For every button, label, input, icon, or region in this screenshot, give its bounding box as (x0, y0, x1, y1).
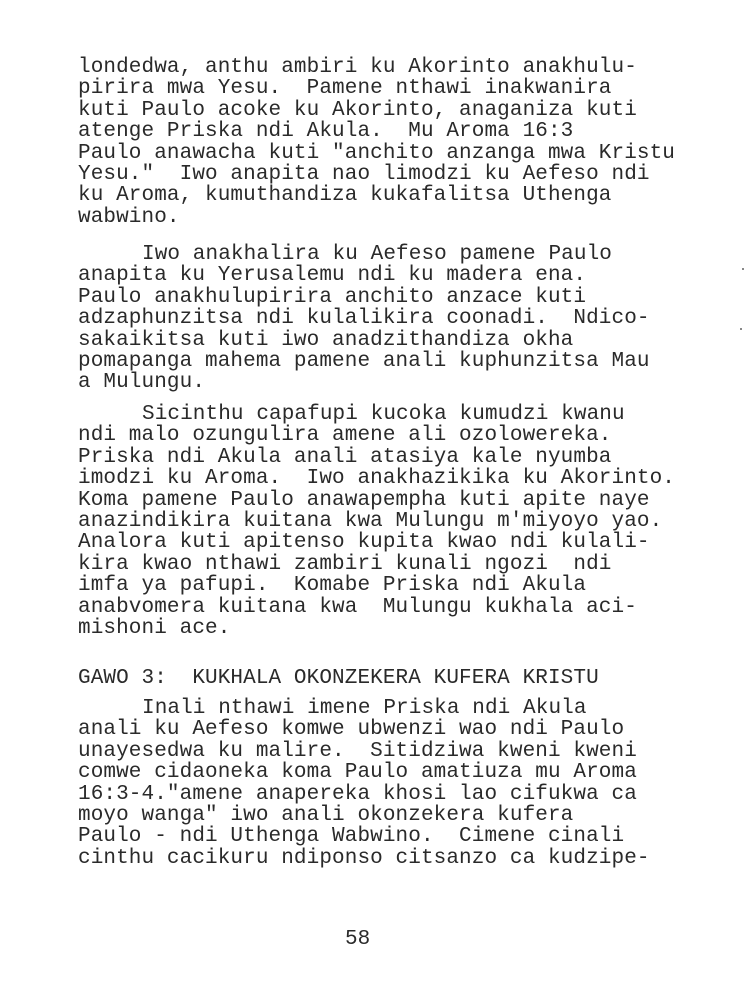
scan-speck (742, 268, 744, 270)
section-heading-text: GAWO 3: KUKHALA OKONZEKERA KUFERA KRISTU (78, 667, 599, 690)
text-line: comwe cidaoneka koma Paulo amatiuza mu Aroma (78, 761, 637, 785)
text-line: imfa ya pafupi. Komabe Priska ndi Akula (78, 574, 587, 598)
text-line: 16:3-4."amene anapereka khosi lao cifukwa ca (78, 782, 637, 806)
text-line: unayesedwa ku malire. Sitidziwa kweni kweni (78, 739, 637, 763)
text-line: anazindikira kuitana kwa Mulungu m'miyoyo yao. (78, 509, 663, 533)
text-line: cinthu cacikuru ndiponso citsanzo ca kudzipe- (78, 846, 650, 870)
text-line: adzaphunzitsa ndi kulalikira coonadi. Ndico- (78, 307, 650, 331)
text-line: Priska ndi Akula anali atasiya kale nyumba (78, 445, 612, 469)
text-line: londedwa, anthu ambiri ku Akorinto anakhulu- (78, 56, 637, 79)
text-line: anapita ku Yerusalemu ndi ku madera ena. (78, 264, 587, 288)
paragraph-1 (78, 57, 675, 228)
section-heading (78, 668, 599, 689)
text-line: mishoni ace. (78, 616, 231, 640)
text-line: Yesu." Iwo anapita nao limodzi ku Aefeso ndi (78, 162, 650, 186)
text-line: ndi malo ozungulira amene ali ozolowereka. (78, 424, 612, 448)
paragraph-3 (78, 404, 675, 639)
text-line: atenge Priska ndi Akula. Mu Aroma 16:3 (78, 120, 574, 144)
text-line: Paulo anakhulupirira anchito anzace kuti (78, 285, 587, 309)
text-line: Paulo anawacha kuti "anchito anzanga mwa Kristu (78, 141, 675, 165)
text-line: pirira mwa Yesu. Pamene nthawi inakwanira (78, 77, 612, 101)
paragraph-4 (78, 698, 650, 869)
text-line: anali ku Aefeso komwe ubwenzi wao ndi Paulo (78, 718, 625, 742)
text-line: sakaikitsa kuti iwo anadzithandiza okha (78, 328, 574, 352)
text-line: imodzi ku Aroma. Iwo anakhazikika ku Akorinto. (78, 467, 675, 491)
text-line: Iwo anakhalira ku Aefeso pamene Paulo (142, 243, 612, 266)
text-line: wabwino. (78, 205, 180, 229)
text-line: anabvomera kuitana kwa Mulungu kukhala aci- (78, 595, 637, 619)
text-line: Analora kuti apitenso kupita kwao ndi kulali- (78, 531, 650, 555)
text-line: kuti Paulo acoke ku Akorinto, anaganiza kuti (78, 98, 637, 122)
text-line: Paulo - ndi Uthenga Wabwino. Cimene cinali (78, 825, 625, 849)
page-number: 58 (345, 928, 371, 951)
text-line: pomapanga mahema pamene anali kuphunzitsa Mau (78, 349, 650, 373)
text-line: Inali nthawi imene Priska ndi Akula (142, 697, 587, 720)
text-line: Koma pamene Paulo anawapempha kuti apite naye (78, 488, 650, 512)
text-line: ku Aroma, kumuthandiza kukafalitsa Uthenga (78, 184, 612, 208)
text-line: kira kwao nthawi zambiri kunali ngozi ndi (78, 552, 612, 576)
paragraph-2 (78, 244, 650, 394)
text-line: a Mulungu. (78, 371, 206, 395)
text-line: moyo wanga" iwo anali okonzekera kufera (78, 803, 574, 827)
text-line: Sicinthu capafupi kucoka kumudzi kwanu (142, 403, 625, 426)
scan-speck (740, 328, 742, 330)
